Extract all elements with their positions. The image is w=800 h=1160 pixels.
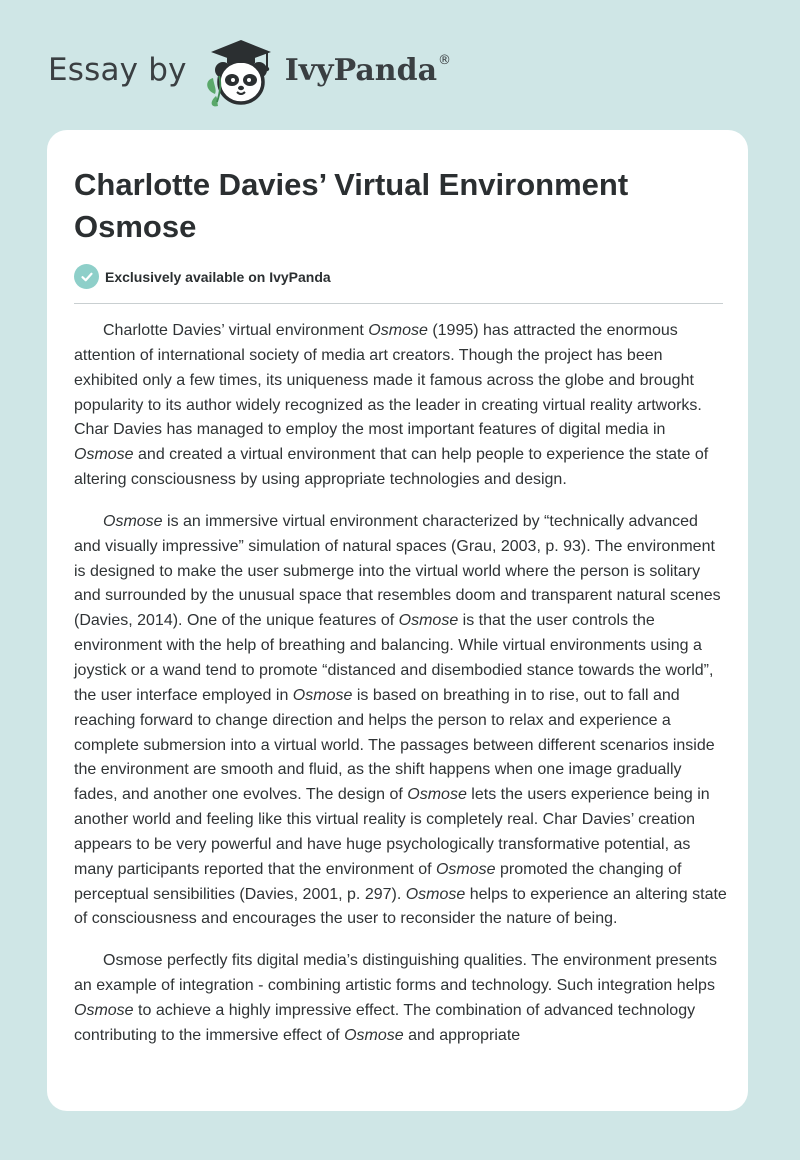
essay-paragraph	[74, 510, 729, 932]
paragraph-text: is based on breathing in to rise, out to fall and reaching forward to change direction and helps the person to relax and experience a complete submersion into a virtual world. The passages between different scenarios inside the environment are smooth and fluid, as the shift happens when one image gradually fades, and another one evolves. The design of	[74, 686, 715, 804]
italic-title-text: Osmose	[344, 1026, 404, 1044]
paragraph-text: (1995) has attracted the enormous attention of international society of media art creators. Though the project has been exhibited only a few times, its uniqueness made it famous across the globe and brought popularity to its author widely recognized as the leader in creating virtual reality artworks. Char Davies has managed to employ the most important features of digital media in	[74, 322, 702, 439]
essay-paragraph	[74, 319, 729, 493]
site-header	[48, 30, 451, 110]
brand-prefix: Essay by	[48, 52, 187, 88]
divider	[74, 303, 723, 304]
essay-card	[47, 130, 748, 1111]
exclusive-badge	[74, 264, 331, 289]
paragraph-text: Charlotte Davies’ virtual environment	[103, 322, 369, 339]
brand-name[interactable]: IvyPanda	[284, 52, 438, 88]
registered-mark: ®	[438, 52, 452, 68]
essay-body	[74, 319, 729, 1066]
paragraph-text: is that the user controls the environment with the help of breathing and balancing. While virtual environments using a joystick or a wand tend to promote “distanced and disembodied stance towards the world”, the user interface employed in	[74, 612, 714, 704]
italic-title-text: Osmose	[368, 322, 428, 339]
paragraph-text: helps to experience an altering state of consciousness and encourages the user to reconsider the nature of being.	[74, 885, 727, 928]
italic-title-text: Osmose	[398, 612, 459, 630]
paragraph-text: and appropriate	[403, 1026, 521, 1044]
exclusive-label: Exclusively available on IvyPanda	[105, 268, 331, 285]
check-circle-icon	[74, 264, 99, 289]
essay-paragraph	[74, 949, 729, 1048]
panda-graduate-logo-icon[interactable]	[201, 30, 281, 110]
italic-title-text: Osmose	[103, 512, 163, 530]
paragraph-text: promoted the changing of perceptual sensibilities (Davies, 2001, p. 297).	[74, 860, 682, 903]
paragraph-text: Osmose perfectly fits digital media’s distinguishing qualities. The environment presents an example of integration - combining artistic forms and technology. Such integration helps	[74, 952, 717, 995]
paragraph-text: and created a virtual environment that can help people to experience the state of altering consciousness by using appropriate technologies and design.	[74, 446, 709, 489]
italic-title-text: Osmose	[74, 446, 134, 464]
italic-title-text: Osmose	[435, 860, 496, 878]
paragraph-text: lets the users experience being in another world and feeling like this virtual reality is completely real. Char Davies’ creation appears to be very powerful and have huge psychologically transformative potential, as many participants reported that the environment of	[74, 786, 710, 878]
paragraph-text: is an immersive virtual environment characterized by “technically advanced and visually impressive” simulation of natural spaces (Grau, 2003, p. 93). The environment is designed to make the user submerge into the virtual world where the person is solitary and surrounded by the unusual space that resembles doom and transparent natural scenes (Davies, 2014). One of the unique features of	[74, 512, 721, 630]
italic-title-text: Osmose	[292, 686, 353, 704]
italic-title-text: Osmose	[74, 1001, 134, 1019]
page-title: Charlotte Davies’ Virtual Environment Osmose	[74, 167, 629, 244]
italic-title-text: Osmose	[405, 885, 466, 903]
paragraph-text: to achieve a highly impressive effect. The combination of advanced technology contributing to the immersive effect of	[74, 1001, 696, 1044]
italic-title-text: Osmose	[407, 786, 467, 804]
